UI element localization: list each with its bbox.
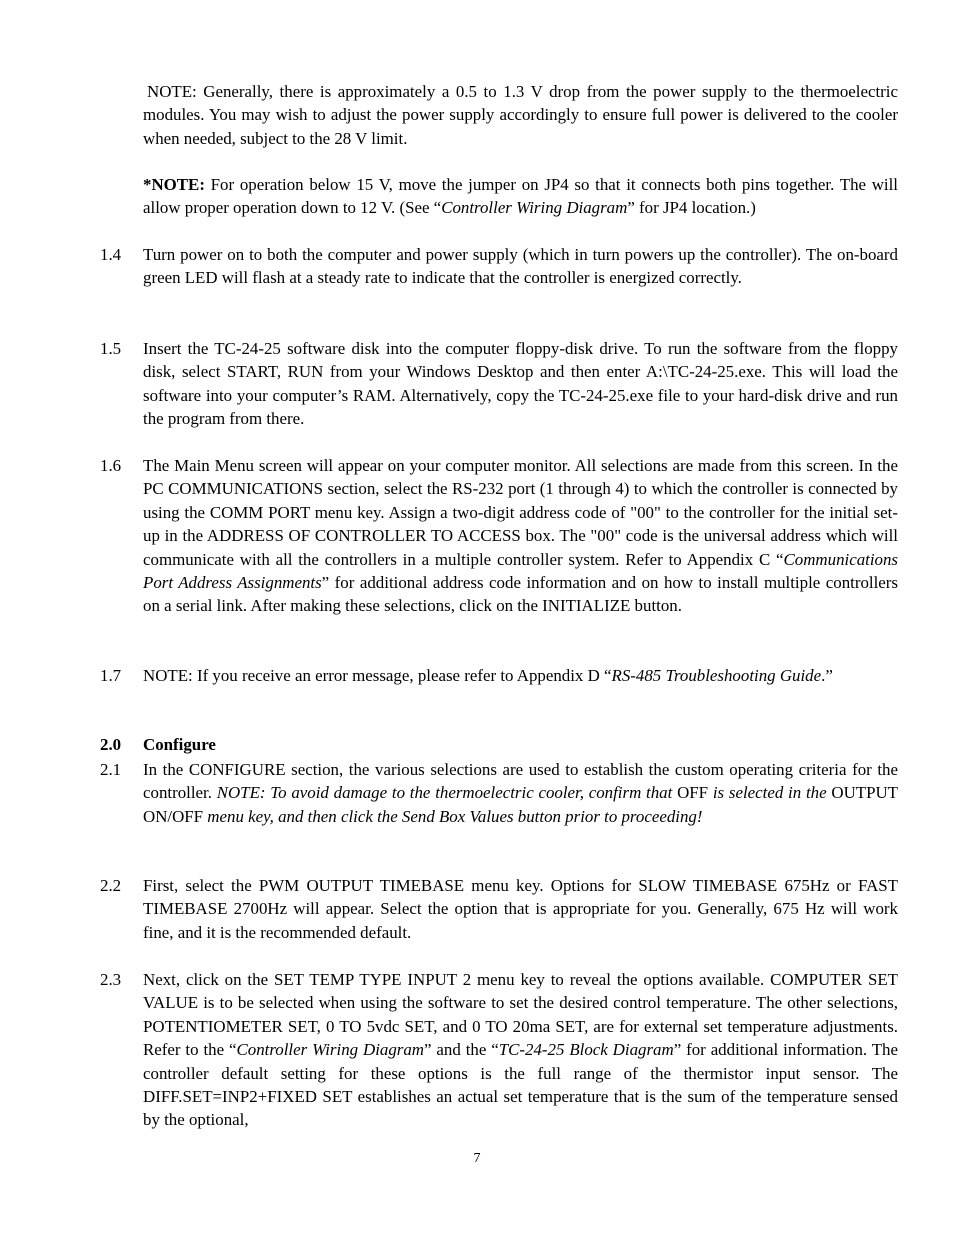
section-title: Configure [143, 735, 216, 754]
step-text-a: The Main Menu screen will appear on your computer monitor. All selections are made from this screen. In the PC COMMUNICATIONS section, select the RS-232 port (1 through 4) to which the controller is connected by using the COMM PORT menu key. Assign a two-digit address code of "00" to the controller for the initial set-up in the ADDRESS OF CONTROLLER TO ACCESS box. The "00" code is the universal address which will communicate with all the controllers in a multiple controller system. Refer to Appendix C “ [143, 456, 898, 569]
step-1-7 [100, 664, 898, 687]
step-text: Insert the TC-24-25 software disk into the computer floppy-disk drive. To run the software from the floppy disk, select START, RUN from your Windows Desktop and then enter A:\TC-24-25.exe. This will load the software into your computer’s RAM. Alternatively, copy the TC-24-25.exe file to your hard-disk drive and run the program from there. [143, 339, 898, 429]
step-ref: Communications Port Address Assignments [143, 549, 898, 593]
step-number: 1.4 [100, 245, 122, 264]
note-voltage-drop [143, 80, 898, 150]
note-jp4-jumper [143, 173, 898, 220]
section-heading-configure [100, 733, 216, 756]
step-plain-2: OUTPUT ON/OFF [143, 783, 898, 826]
step-text [143, 968, 898, 1132]
step-text-b: .” [821, 666, 833, 685]
step-text-b: ” for additional address code information and on how to install multiple controllers on a serial link. After making these selections, click on the INITIALIZE button. [143, 573, 898, 616]
step-ref-1: Controller Wiring Diagram [236, 1040, 424, 1060]
step-number: 2.2 [100, 876, 122, 895]
step-number: 1.7 [100, 666, 122, 685]
step-1-6 [100, 454, 898, 618]
step-italic-1: NOTE: To avoid damage to the thermoelectric cooler, confirm that [216, 783, 678, 803]
step-text: Turn power on to both the computer and power supply (which in turn powers up the controller). The on-board green LED will flash at a steady rate to indicate that the controller is energized correctly. [143, 245, 898, 288]
note-jp4-label: *NOTE: [143, 175, 205, 194]
step-text-a: In the CONFIGURE section, the various selections are used to establish the custom operating criteria for the controller. [143, 760, 898, 803]
step-text-a: Next, click on the SET TEMP TYPE INPUT 2 menu key to reveal the options available. COMPUTER SET VALUE is to be selected when using the software to set the desired control temperature. The other selections, POTENTIOMETER SET, 0 TO 5vdc SET, and 0 TO 20ma SET, are for external set temperature adjustments. Refer to the “ [143, 970, 898, 1060]
step-ref: RS-485 Troubleshooting Guide [611, 666, 822, 685]
note-jp4-text-a: For operation below 15 V, move the jumper on JP4 so that it connects both pins together. The will allow proper operation down to 12 V. (See “ [143, 175, 898, 218]
step-text [143, 664, 898, 687]
step-2-2 [100, 874, 898, 944]
step-italic-3: menu key, and then click the Send Box Values button prior to proceeding! [203, 806, 703, 826]
step-plain-1: OFF [677, 783, 709, 803]
step-1-5 [100, 337, 898, 431]
note-voltage-drop-text: NOTE: Generally, there is approximately a 0.5 to 1.3 V drop from the power supply to the thermoelectric modules. You may wish to adjust the power supply accordingly to ensure full power is delivered to the cooler when needed, subject to the 28 V limit. [143, 82, 898, 148]
step-text [143, 758, 898, 828]
step-text: First, select the PWM OUTPUT TIMEBASE menu key. Options for SLOW TIMEBASE 675Hz or FAST TIMEBASE 2700Hz will appear. Select the option that is appropriate for you. Generally, 675 Hz will work fine, and it is the recommended default. [143, 876, 898, 942]
step-text-a: NOTE: If you receive an error message, please refer to Appendix D “ [143, 666, 612, 685]
step-1-4 [100, 243, 898, 290]
step-text-c: ” for additional information. The controller default setting for these options is the full range of the thermistor input sensor. The DIFF.SET=INP2+FIXED SET establishes an actual set temperature that is the sum of the temperature sensed by the optional, [143, 1040, 898, 1130]
page-number: 7 [473, 1151, 481, 1166]
step-number: 1.5 [100, 339, 122, 358]
section-number: 2.0 [100, 735, 122, 754]
step-number: 1.6 [100, 456, 122, 475]
step-2-3 [100, 968, 898, 1132]
note-jp4-text-b: ” for JP4 location.) [627, 198, 756, 218]
step-text-b: ” and the “ [424, 1040, 499, 1060]
note-jp4-ref: Controller Wiring Diagram [441, 198, 628, 218]
step-ref-2: TC-24-25 Block Diagram [498, 1040, 674, 1060]
step-text [143, 454, 898, 618]
step-number: 2.3 [100, 970, 122, 989]
step-italic-2: is selected in the [708, 783, 832, 803]
step-2-1 [100, 758, 898, 828]
step-number: 2.1 [100, 760, 122, 779]
